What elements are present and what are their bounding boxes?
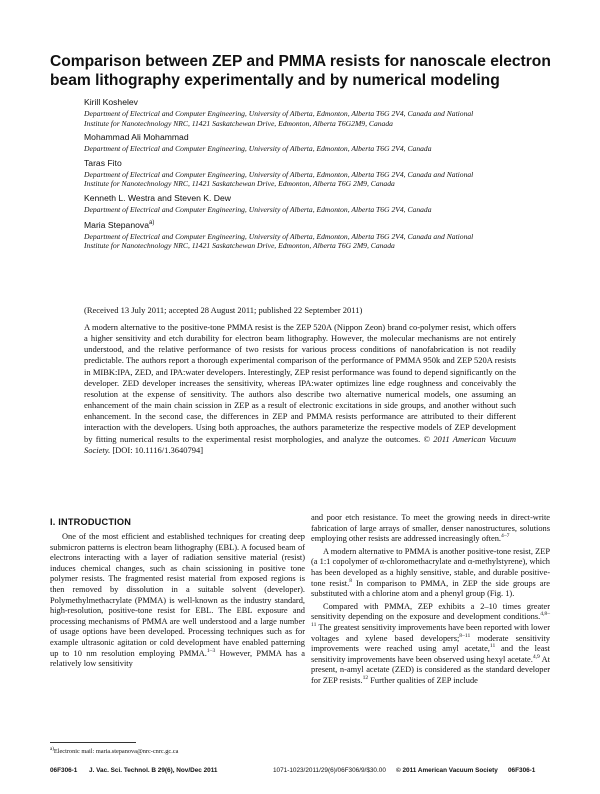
footer-page-number-right: 06F306-1 — [508, 767, 536, 774]
author-block — [84, 132, 484, 154]
citation-ref: 4–7 — [501, 533, 510, 540]
body-paragraph — [311, 602, 550, 687]
author-block — [84, 193, 484, 215]
paragraph-text: In comparison to PMMA, in ZEP the side groups are substituted with a chlorine atom and a phenyl group (Fig. 1). — [311, 578, 550, 599]
author-list — [84, 97, 484, 255]
paragraph-text: moderate sensitivity improvements were reached using amyl acetate, — [311, 633, 550, 654]
author-block — [84, 97, 484, 128]
paragraph-text: and the least sensitivity improvements have been observed using hexyl acetate. — [311, 644, 551, 664]
citation-ref: 1–3 — [206, 647, 216, 654]
abstract-doi: [DOI: 10.1116/1.3640794] — [112, 444, 204, 455]
paragraph-text: However, PMMA has a relatively low sensitivity — [50, 648, 305, 669]
received-dates: (Received 13 July 2011; accepted 28 August 2011; published 22 September 2011) — [84, 305, 363, 315]
author-name: Kirill Koshelev — [84, 97, 138, 107]
paragraph-text: At present, n-amyl acetate (ZED) is considered as the standard developer for ZEP resists. — [311, 654, 550, 685]
citation-ref: 12 — [362, 675, 369, 682]
body-column-right — [311, 513, 550, 687]
author-affiliation: Department of Electrical and Computer Engineering, University of Alberta, Edmonton, Alberta T6G 2V4, Canada and National Institute for Nanotechnology NRC, 11421 Saskatchewan Drive, Edmonton, Alberta T6G 2M9, Canada — [84, 231, 474, 251]
author-name: Mohammad Ali Mohammad — [84, 132, 189, 142]
author-affiliation: Department of Electrical and Computer Engineering, University of Alberta, Edmonton, Alberta T6G 2V4, Canada and National Institute for Nanotechnology NRC, 11421 Saskatchewan Drive, Edmonton, Alberta T6G2M9, Canada — [84, 109, 474, 128]
footnote — [50, 747, 178, 755]
body-paragraph — [50, 532, 305, 670]
author-block — [84, 218, 484, 251]
citation-ref: 8 — [349, 577, 352, 584]
citation-ref: 11 — [489, 643, 496, 650]
abstract-text: A modern alternative to the positive-tone PMMA resist is the ZEP 520A (Nippon Zeon) brand co-polymer resist, which offers a higher sensitivity and etch durability for electron beam lithography. However, the molecular mechanisms are not entirely understood, and the relative performance of two resists for various process conditions of nanofabrication is not readily predictable. The authors report a thorough experimental comparison of the performance of PMMA 950k and ZEP 520A resists in MIBK:IPA, ZED, and IPA:water developers. Interestingly, ZEP resist performance was found to depend significantly on the developer. ZED developer increases the sensitivity, whereas IPA:water optimizes line edge roughness and conceivably the resolution at the expense of sensitivity. The authors also describe two alternative numerical models, one assuming an enhancement of the main chain scission in ZEP as a result of electronic excitations in side groups, and another without such enhancement. In the second case, the differences in ZEP and PMMA resists performance are attributed to their different interaction with the developers. Using both approaches, the authors parameterize the respective models of ZEP development by fitting numerical results to the experimental resist morphologies, and analyze the outcomes. — [84, 322, 516, 444]
abstract — [84, 322, 516, 456]
body-column-left — [50, 532, 305, 670]
paper-title: Comparison between ZEP and PMMA resists for nanoscale electron beam lithography experimentally and by numerical modeling — [50, 53, 551, 89]
author-block — [84, 158, 484, 189]
paragraph-text: A modern alternative to PMMA is another positive-tone resist, ZEP (a 1:1 copolymer of α-chloromethacrylate and α-methylstyrene), which has been developed as a highly sensitive, stable, and durable positive-tone resist. — [311, 546, 550, 588]
author-affiliation: Department of Electrical and Computer Engineering, University of Alberta, Edmonton, Alberta T6G 2V4, Canada and National Institute for Nanotechnology NRC, 11421 Saskatchewan Drive, Edmonton, Alberta T6G 2M9, Canada — [84, 169, 474, 188]
author-name: Kenneth L. Westra and Steven K. Dew — [84, 192, 231, 203]
footer-copyright: © 2011 American Vacuum Society — [396, 767, 498, 774]
paragraph-text: Further qualities of ZEP include — [368, 675, 478, 685]
footer-journal: J. Vac. Sci. Technol. B 29(6), Nov/Dec 2011 — [89, 767, 218, 774]
abstract-copyright: © 2011 American Vacuum Society. — [84, 433, 516, 455]
author-affiliation: Department of Electrical and Computer Engineering, University of Alberta, Edmonton, Alberta T6G 2V4, Canada — [84, 204, 432, 214]
citation-ref: 8–11 — [459, 632, 471, 639]
section-heading: I. INTRODUCTION — [50, 517, 132, 527]
body-paragraph — [311, 513, 550, 545]
citation-ref: 4,9 — [532, 653, 540, 660]
body-paragraph — [311, 547, 550, 600]
author-name: Taras Fito — [84, 157, 122, 168]
paragraph-text: One of the most efficient and established techniques for creating deep submicron patterns is electron beam lithography (EBL). A focused beam of electrons interacting with a layer of radiation sensitive material (resist) induces chemical changes, such as chain scissioning in positive tone polymer resists. The fragmented resist material from exposed regions is then removed by dissolution in a suitable solvent (developer). Polymethylmethacrylate (PMMA) is well-known as the industry standard, high-resolution, positive-tone resist for EBL. The EBL exposure and processing mechanisms of PMMA are well understood and a large number of usage options have been developed. Processing techniques such as for example ultrasonic agitation or cold development have enabled patterning up to 10 nm resolution employing PMMA. — [50, 532, 305, 658]
footer-page-number: 06F306-1 — [50, 767, 78, 774]
footer-issn: 1071-1023/2011/29(6)/06F306/9/$30.00 — [273, 767, 386, 774]
footnote-text: Electronic mail: maria.stepanova@nrc-cnrc.gc.ca — [53, 748, 179, 756]
author-name — [84, 218, 484, 231]
paragraph-text: and poor etch resistance. To meet the growing needs in direct-write fabrication of large arrays of smaller, denser nanostructures, solutions employing other resists are addressed increasingly often. — [311, 513, 550, 544]
paragraph-text: Compared with PMMA, ZEP exhibits a 2–10 times greater sensitivity depending on the exposure and development conditions. — [311, 601, 550, 622]
author-affiliation: Department of Electrical and Computer Engineering, University of Alberta, Edmonton, Alberta T6G 2V4, Canada — [84, 144, 432, 153]
author-name-text: Maria Stepanova — [84, 219, 149, 230]
citation-ref: 4,8–11 — [311, 611, 550, 629]
footnote-divider — [50, 742, 136, 743]
paragraph-text: The greatest sensitivity improvements have been reported with lower voltages and xylene based developers; — [311, 622, 550, 643]
author-footnote-marker: a) — [148, 220, 155, 226]
footnote-marker: a) — [50, 747, 54, 752]
